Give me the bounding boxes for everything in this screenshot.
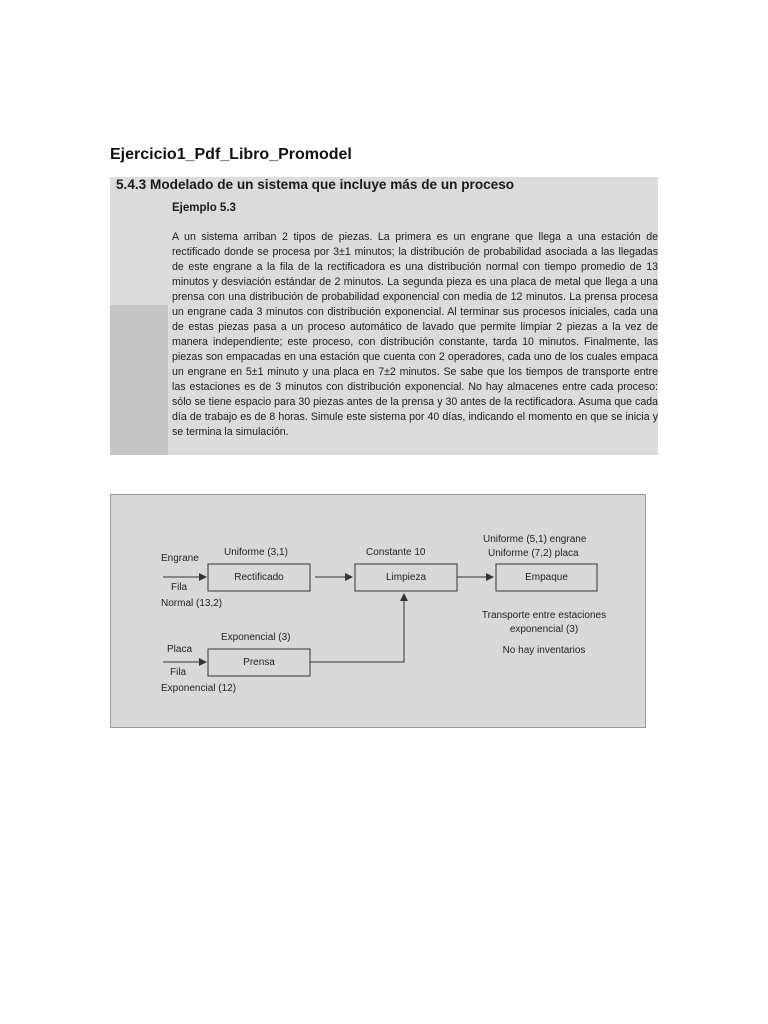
empaque-label: Empaque	[525, 572, 568, 583]
transport-note: Transporte entre estaciones	[481, 610, 607, 621]
prensa-to-limpieza-arrow	[310, 594, 404, 662]
section-heading: 5.4.3 Modelado de un sistema que incluye más de un proceso	[116, 177, 515, 192]
document-title: Ejercicio1_Pdf_Libro_Promodel	[110, 146, 352, 163]
example-label: Ejemplo 5.3	[172, 202, 236, 214]
empaque-dist-placa: Uniforme (7,2) placa	[488, 548, 579, 559]
example-body: A un sistema arriban 2 tipos de piezas. La primera es un engrane que llega a una estación de rectificado donde se procesa por 3±1 minutos; la distribución de probabilidad asociada a las llegadas de este engrane a la fila de la rectificadora es una distribución normal con tiempo promedio de 13 minutos y desviación estándar de 2 minutos. La segunda pieza es una placa de metal que llega a una prensa con una distribución de probabilidad exponencial con media de 12 minutos. La prensa procesa un engrane cada 3 minutos con distribución exponencial. Al terminar sus procesos iniciales, cada una de estas piezas pasa a un proceso automático de lavado que permite limpiar 2 piezas a la vez de manera independiente; este proceso, con distribución constante, tarda 10 minutos. Finalmente, las piezas son empacadas en una estación que cuenta con 2 operadores, cada uno de los cuales empaca un engrane en 5±1 minuto y una placa en 7±2 minutos. Se sabe que los tiempos de transporte entre las estaciones es de 3 minutos con distribución exponencial. No hay almacenes entre cada proceso: sólo se tiene espacio para 30 piezas antes de la prensa y 30 antes de la rectificadora. Asuma que cada día de trabajo es de 8 horas. Simule este sistema por 40 días, indicando el momento en que se inicia y se termina la simulación.	[172, 231, 658, 438]
rectificado-dist: Uniforme (3,1)	[224, 547, 288, 558]
prensa-dist: Exponencial (3)	[221, 632, 291, 643]
prensa-label: Prensa	[243, 657, 275, 668]
transport-dist: exponencial (3)	[509, 624, 579, 635]
scanned-excerpt	[110, 177, 658, 455]
placa-arrival-dist: Exponencial (12)	[161, 683, 237, 694]
engrane-fila-label: Fila	[171, 582, 188, 593]
process-flow-diagram	[110, 494, 646, 728]
limpieza-label: Limpieza	[385, 572, 427, 583]
engrane-arrival-dist: Normal (13,2)	[161, 598, 223, 609]
empaque-dist-engrane: Uniforme (5,1) engrane	[483, 534, 587, 545]
limpieza-dist: Constante 10	[366, 547, 426, 558]
placa-fila-label: Fila	[170, 667, 187, 678]
no-inventory-note: No hay inventarios	[502, 645, 586, 656]
rectificado-label: Rectificado	[234, 572, 284, 583]
engrane-label: Engrane	[161, 553, 199, 564]
placa-label: Placa	[167, 644, 193, 655]
